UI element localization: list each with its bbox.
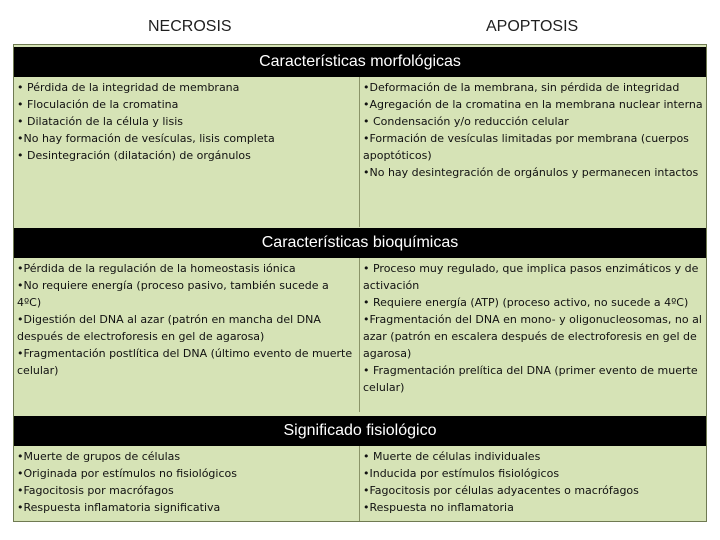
list-item: • Floculación de la cromatina xyxy=(17,98,179,111)
necrosis-cell-biochemical xyxy=(14,258,360,412)
list-item: •Inducida por estímulos fisiológicos xyxy=(363,467,560,480)
list-item: •Fragmentación del DNA en mono- y oligonucleosomas, no al azar (patrón en escalera después de electroforesis en gel de agarosa) xyxy=(363,313,702,360)
list-item: •No hay formación de vesículas, lisis completa xyxy=(17,132,275,145)
section-title-morphological: Características morfológicas xyxy=(14,47,706,77)
list-item: •Formación de vesículas limitadas por membrana (cuerpos apoptóticos) xyxy=(363,132,689,162)
list-item: • Muerte de células individuales xyxy=(363,450,541,463)
apoptosis-cell-morphological xyxy=(360,77,706,227)
list-item: • Fragmentación prelítica del DNA (primer evento de muerte celular) xyxy=(363,364,698,394)
apoptosis-cell-physiological xyxy=(360,446,706,521)
section-row-biochemical xyxy=(14,258,706,412)
apoptosis-column-header: APOPTOSIS xyxy=(486,18,579,35)
section-row-physiological xyxy=(14,446,706,521)
list-item: •Fragmentación postlítica del DNA (último evento de muerte celular) xyxy=(17,347,353,377)
list-item: •Originada por estímulos no fisiológicos xyxy=(17,467,237,480)
list-item: •Muerte de grupos de células xyxy=(17,450,181,463)
list-item: •Respuesta no inflamatoria xyxy=(363,501,514,514)
section-row-morphological xyxy=(14,77,706,227)
list-item: • Requiere energía (ATP) (proceso activo, no sucede a 4ºC) xyxy=(363,296,689,309)
section-title-physiological: Significado fisiológico xyxy=(14,416,706,446)
list-item: •No hay desintegración de orgánulos y permanecen intactos xyxy=(363,166,699,179)
list-item: • Condensación y/o reducción celular xyxy=(363,115,569,128)
list-item: • Proceso muy regulado, que implica pasos enzimáticos y de activación xyxy=(363,262,699,292)
list-item: •Pérdida de la regulación de la homeostasis iónica xyxy=(17,262,296,275)
apoptosis-cell-biochemical xyxy=(360,258,706,412)
section-title-biochemical: Características bioquímicas xyxy=(14,228,706,258)
list-item: •Fagocitosis por células adyacentes o macrófagos xyxy=(363,484,639,497)
list-item: • Desintegración (dilatación) de orgánulos xyxy=(17,149,251,162)
list-item: •Deformación de la membrana, sin pérdida de integridad xyxy=(363,81,680,94)
list-item: •Respuesta inflamatoria significativa xyxy=(17,501,221,514)
necrosis-cell-physiological xyxy=(14,446,360,521)
necrosis-column-header: NECROSIS xyxy=(148,18,232,35)
list-item: •No requiere energía (proceso pasivo, también sucede a 4ºC) xyxy=(17,279,329,309)
list-item: • Dilatación de la célula y lisis xyxy=(17,115,183,128)
necrosis-cell-morphological xyxy=(14,77,360,227)
comparison-table xyxy=(13,44,707,522)
list-item: •Digestión del DNA al azar (patrón en mancha del DNA después de electroforesis en gel de agarosa) xyxy=(17,313,321,343)
list-item: •Agregación de la cromatina en la membrana nuclear interna xyxy=(363,98,703,111)
list-item: •Fagocitosis por macrófagos xyxy=(17,484,174,497)
list-item: • Pérdida de la integridad de membrana xyxy=(17,81,240,94)
